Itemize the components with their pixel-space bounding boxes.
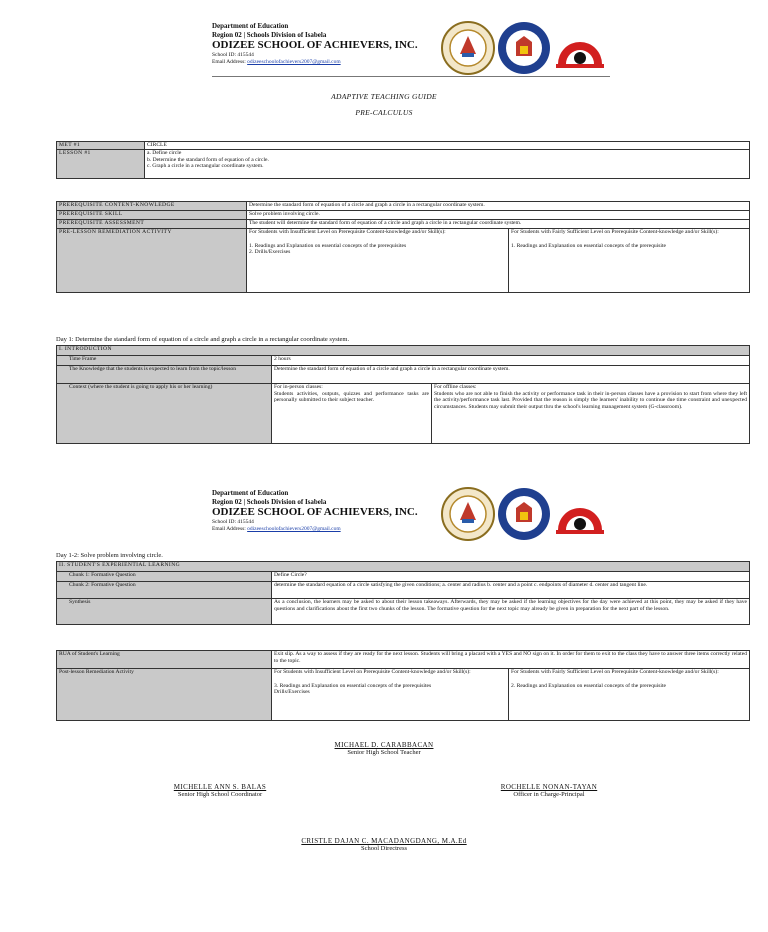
doc-subtitle: PRE-CALCULUS (355, 108, 413, 117)
brand-arch-logo (552, 18, 608, 76)
prelesson-remed-label: PRE-LESSON REMEDIATION ACTIVITY (57, 229, 247, 293)
brand-arch-logo (552, 484, 608, 542)
letterhead-repeat (212, 489, 418, 533)
context-label: Context (where the student is going to apply his or her learning) (57, 384, 272, 444)
met-table (56, 141, 750, 179)
signatory-coordinator (120, 783, 320, 798)
inperson-cell: For in-person classes: Students activities, outputs, quizzes and performance tasks are personally submitted to their subject teacher. (272, 384, 432, 444)
email-line: Email Address: odizeeschoolofachievers2007@gmail.com (212, 526, 341, 532)
dept-name: Department of Education (212, 489, 289, 497)
region-name: Region 02 | Schools Division of Isabela (212, 30, 327, 39)
prereq-assess-value: The student will determine the standard form of equation of a circle and graph a circle in a rectangular coordinate system. (247, 220, 750, 229)
email-link[interactable]: odizeeschoolofachievers2007@gmail.com (247, 59, 341, 65)
signatory-name: CRISTLE DAJAN C. MACADANGDANG, M.A.Ed (301, 837, 467, 845)
email-line: Email Address: odizeeschoolofachievers2007@gmail.com (212, 59, 341, 65)
chunk2-value: determine the standard equation of a circle satisfying the given conditions; a. center and radius b. center and a point c. endpoints of diameter d. center and tangent line. (272, 582, 750, 599)
synthesis-label: Synthesis (57, 599, 272, 625)
signatory-role: School Directress (360, 845, 408, 852)
knowledge-value: Determine the standard form of equation of a circle and graph a circle in a rectangular coordinate system. (272, 366, 750, 384)
chunk1-label: Chunk 1: Formative Question (57, 572, 272, 582)
postlesson-insufficient-cell: For Students with Insufficient Level on Prerequisite Content-knowledge and/or Skill(s): 3. Readings and Explanation on essential concepts of the prerequisites Drills/Exercises (272, 669, 509, 721)
signatory-role: Officer in Charge-Principal (513, 791, 585, 798)
prelesson-fairly-cell: For Students with Fairly Sufficient Level on Prerequisite Content-knowledge and/or Skill(s): 1. Readings and Explanation on essential concepts of the prerequisite (509, 229, 750, 293)
deped-seal-logo (496, 486, 552, 542)
time-frame-label: Time Frame (57, 356, 272, 366)
knowledge-label: The Knowledge that the students is expected to learn from the topic/lesson (57, 366, 272, 384)
school-seal-logo (440, 20, 496, 76)
chunk2-label: Chunk 2: Formative Question (57, 582, 272, 599)
email-link[interactable]: odizeeschoolofachievers2007@gmail.com (247, 526, 341, 532)
synthesis-value: As a conclusion, the learners may be asked to about their lesson takeaways. Afterwards, they may be asked if the learning objectives for the day were achieved at this point, they may be asked if they have questions and clarifications about the first two chunks of the lesson. The formative question for the next topic may already be given in preparation for the next part of the lesson. (272, 599, 750, 625)
header-rule (212, 76, 610, 77)
rua-table (56, 650, 750, 721)
prereq-table (56, 201, 750, 293)
signatory-directress (254, 837, 514, 852)
rua-label: RUA of Student's Learning (57, 651, 272, 669)
signatory-role: Senior High School Teacher (347, 749, 421, 756)
met-label: MET #1 (57, 142, 145, 150)
signatory-teacher (284, 741, 484, 756)
lesson-label: LESSON #1 (57, 150, 145, 179)
chunk1-value: Define Circle? (272, 572, 750, 582)
school-name: ODIZEE SCHOOL OF ACHIEVERS, INC. (212, 506, 418, 518)
doc-title: ADAPTIVE TEACHING GUIDE (331, 92, 437, 101)
signatory-role: Senior High School Coordinator (177, 791, 263, 798)
day12-label: Day 1-2: Solve problem involving circle. (56, 552, 163, 559)
prereq-skill-value: Solve problem involving circle. (247, 211, 750, 220)
experiential-table (56, 561, 750, 625)
intro-section-header: I. INTRODUCTION (57, 346, 750, 356)
region-name: Region 02 | Schools Division of Isabela (212, 497, 327, 506)
experiential-section-header: II. STUDENT'S EXPERIENTIAL LEARNING (57, 562, 750, 572)
dept-name: Department of Education (212, 22, 289, 30)
school-id: School ID: 415544 (212, 519, 254, 525)
prereq-content-value: Determine the standard form of equation of a circle and graph a circle in a rectangular coordinate system. (247, 202, 750, 211)
school-id: School ID: 415544 (212, 52, 254, 58)
postlesson-fairly-cell: For Students with Fairly Sufficient Level on Prerequisite Content-knowledge and/or Skill(s): 2. Readings and Explanation on essential concepts of the prerequisite (509, 669, 750, 721)
met-value: CIRCLE (145, 142, 750, 150)
deped-seal-logo (496, 20, 552, 76)
time-frame-value: 2 hours (272, 356, 750, 366)
postlesson-remed-label: Post-lesson Remediation Activity (57, 669, 272, 721)
day1-label: Day 1: Determine the standard form of equation of a circle and graph a circle in a rectangular coordinate system. (56, 336, 350, 343)
signatory-name: MICHELLE ANN S. BALAS (173, 783, 267, 791)
prereq-content-label: PREREQUISITE CONTENT-KNOWLEDGE (57, 202, 247, 211)
offline-cell: For offline classes: Students who are not able to finish the activity or performance task in their in-person classes have a provision to start from where they left the activity/performance task last. Provided that the reason is simply the learners' inability to continue due time constraint and unexpected circumstances. Students may submit their output thru the school's learning management system (G-classroom). (432, 384, 750, 444)
signatory-name: MICHAEL D. CARABBACAN (334, 741, 434, 749)
signatory-principal (449, 783, 649, 798)
lesson-objectives: a. Define circle b. Determine the standard form of equation of a circle. c. Graph a circle in a rectangular coordinate system. (145, 150, 750, 179)
introduction-table (56, 345, 750, 444)
rua-value: Exit slip. As a way to assess if they are ready for the next lesson. Students will bring a placard with a YES and NO sign on it. In order for them to exit to the class they have to answer three items correctly related to the topic. (272, 651, 750, 669)
school-name: ODIZEE SCHOOL OF ACHIEVERS, INC. (212, 39, 418, 51)
prereq-skill-label: PREREQUISITE SKILL (57, 211, 247, 220)
prelesson-insufficient-cell: For Students with Insufficient Level on Prerequisite Content-knowledge and/or Skill(s): 1. Readings and Explanation on essential concepts of the prerequisites 2. Drills/Exercises (247, 229, 509, 293)
prereq-assess-label: PREREQUISITE ASSESSMENT (57, 220, 247, 229)
letterhead-top (212, 22, 418, 66)
school-seal-logo (440, 486, 496, 542)
signatory-name: ROCHELLE NONAN-TAYAN (500, 783, 598, 791)
